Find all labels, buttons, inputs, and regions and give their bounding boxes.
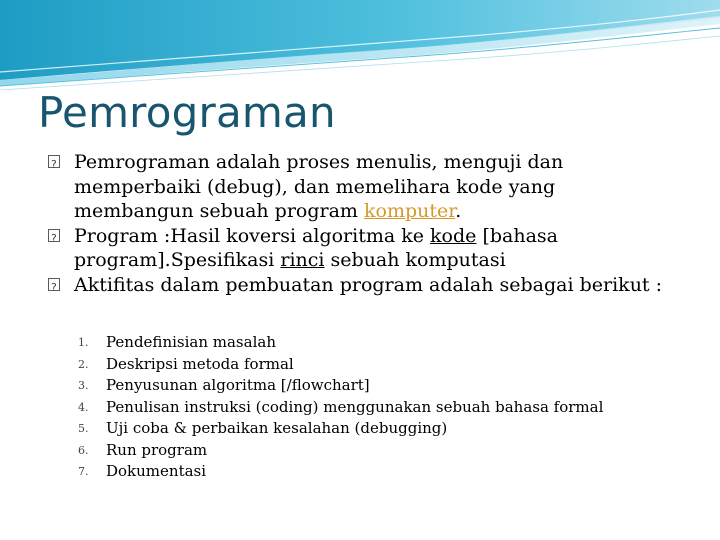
list-item bbox=[78, 397, 678, 419]
bullet-item bbox=[48, 224, 678, 273]
list-item bbox=[78, 418, 678, 440]
step-text: Penyusunan algoritma [/flowchart] bbox=[106, 376, 370, 394]
numbered-steps bbox=[78, 332, 678, 483]
step-text: Uji coba & perbaikan kesalahan (debugging) bbox=[106, 419, 448, 437]
list-item bbox=[78, 461, 678, 483]
bullet-item bbox=[48, 150, 678, 224]
bullet-text: . bbox=[455, 200, 462, 222]
step-number: 2. bbox=[78, 357, 89, 371]
bullet-text: sebuah komputasi bbox=[324, 249, 506, 271]
bullet-text: [bahasa program].Spesifikasi bbox=[74, 224, 558, 271]
list-item bbox=[78, 354, 678, 376]
kode-underlined-text: kode bbox=[430, 224, 477, 247]
list-item bbox=[78, 440, 678, 462]
step-text: Deskripsi metoda formal bbox=[106, 354, 294, 373]
list-item bbox=[78, 332, 678, 354]
step-text: Penulisan instruksi (coding) menggunakan sebuah bahasa formal bbox=[106, 397, 604, 416]
komputer-link[interactable]: komputer bbox=[364, 200, 456, 222]
step-number: 6. bbox=[78, 443, 89, 457]
step-number: 3. bbox=[78, 379, 89, 392]
step-number: 1. bbox=[78, 336, 89, 349]
step-text: Dokumentasi bbox=[106, 462, 207, 480]
list-item bbox=[78, 375, 678, 397]
box-bullet-icon bbox=[48, 278, 60, 291]
bullet-text: Aktifitas dalam pembuatan program adalah sebagai berikut : bbox=[74, 273, 663, 296]
step-number: 5. bbox=[78, 422, 89, 435]
step-text: Pendefinisian masalah bbox=[106, 333, 276, 351]
step-text: Run program bbox=[106, 440, 208, 459]
bullet-item bbox=[48, 273, 678, 298]
box-bullet-icon bbox=[48, 155, 60, 168]
bullet-list bbox=[48, 150, 678, 297]
bullet-text: Program :Hasil koversi algoritma ke bbox=[74, 224, 431, 247]
bullet-text: Pemrograman adalah proses menulis, menguji dan memperbaiki (debug), dan memelihara kode yang membangun sebuah program bbox=[74, 151, 564, 222]
wave-banner bbox=[0, 0, 720, 90]
page-title: Pemrograman bbox=[38, 88, 336, 137]
step-number: 4. bbox=[78, 400, 89, 414]
rinci-underlined-text: rinci bbox=[280, 249, 325, 271]
step-number: 7. bbox=[78, 465, 89, 478]
box-bullet-icon bbox=[48, 229, 60, 242]
